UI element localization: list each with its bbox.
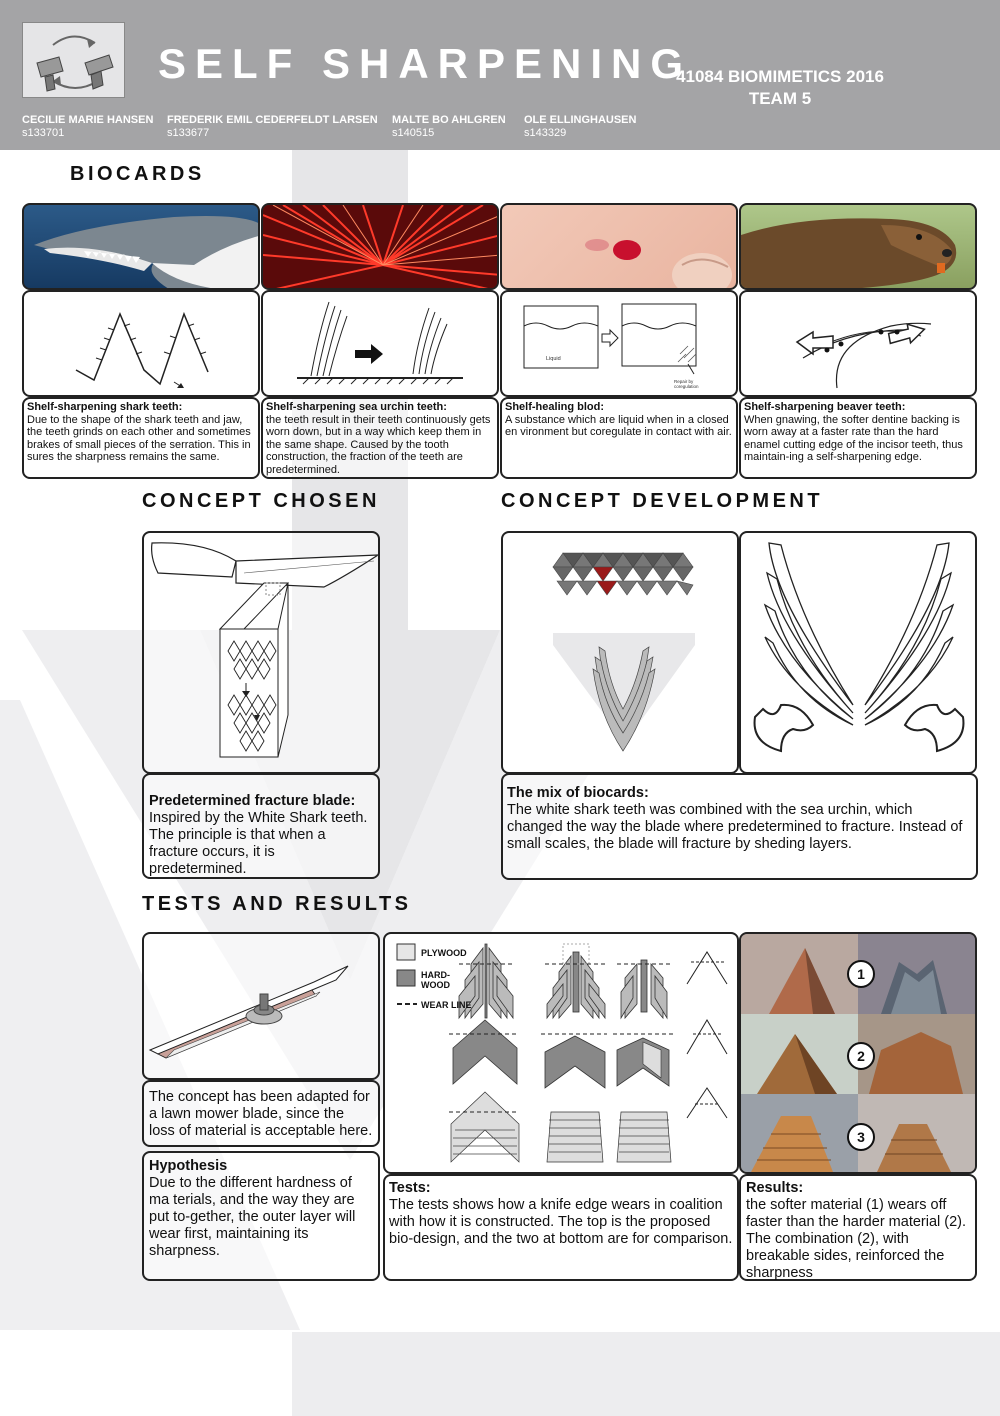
- biocard-title: Shelf-sharpening sea urchin teeth:: [266, 401, 447, 413]
- legend-hardwood-1: HARD-: [421, 970, 450, 980]
- member-id: s133677: [167, 127, 210, 139]
- legend-plywood: PLYWOOD: [421, 948, 467, 958]
- concept-chosen-body: Inspired by the White Shark teeth. The principle is that when a fracture occurs, it is predetermined.: [149, 810, 368, 877]
- hypothesis-box: [142, 1151, 380, 1281]
- tests-body: The tests shows how a knife edge wears in coalition with how it is constructed. The top is the proposed bio-design, and the two at bottom are for comparison.: [389, 1197, 733, 1247]
- biocard-blood-text: [500, 397, 738, 479]
- blood-diagram: [500, 290, 738, 397]
- biocard-text: the teeth result in their teeth continuously gets worn down, but in a way which keep them in the same shape. Caused by the tooth construction, the fraction of the teeth are predetermined.: [266, 413, 491, 476]
- member-name: FREDERIK EMIL CEDERFELDT LARSEN: [167, 114, 378, 126]
- repair-label-2: coregulation: [674, 384, 699, 389]
- member-1: [22, 114, 153, 140]
- repair-label: [674, 379, 699, 389]
- tests-text: [383, 1174, 739, 1281]
- biocard-title: Shelf-sharpening beaver teeth:: [744, 401, 906, 413]
- beaver-photo: [739, 203, 977, 290]
- member-3: [392, 114, 506, 140]
- member-2: [167, 114, 378, 140]
- member-name: CECILIE MARIE HANSEN: [22, 114, 154, 126]
- shark-photo: [22, 203, 260, 290]
- section-tests-results: TESTS AND RESULTS: [142, 893, 412, 915]
- sea-urchin-diagram: [261, 290, 499, 397]
- hypothesis-body: Due to the different hardness of ma terials, and the way they are put to-gether, the outer layer will wear first, maintaining its sharpness.: [149, 1175, 356, 1259]
- section-concept-chosen: CONCEPT CHOSEN: [142, 490, 380, 512]
- scale-layers-drawing: [501, 531, 739, 774]
- tests-title: Tests:: [389, 1180, 431, 1196]
- wear-tests-diagram: [383, 932, 739, 1174]
- lawn-mower-body: The concept has been adapted for a lawn mower blade, since the loss of material is acceptable here.: [149, 1089, 373, 1139]
- member-name: OLE ELLINGHAUSEN: [524, 114, 637, 126]
- section-concept-development: CONCEPT DEVELOPMENT: [501, 490, 824, 512]
- results-body: the softer material (1) wears off faster than the harder material (2). The combination (2), with breakable sides, reinforced the sharpness: [746, 1197, 967, 1281]
- legend-hardwood: [421, 970, 450, 990]
- legend-hardwood-2: WOOD: [421, 980, 450, 990]
- member-id: s140515: [392, 127, 435, 139]
- team-name: TEAM 5: [748, 89, 812, 108]
- sharpening-logo-icon: [23, 23, 126, 99]
- result-badge-1: 1: [847, 960, 875, 988]
- concept-chosen-title: Predetermined fracture blade:: [149, 793, 356, 809]
- concept-development-body: The white shark teeth was combined with the sea urchin, which changed the way the blade where predetermined to fracture. Instead of small scales, the blade will fracture by sheding layers.: [507, 802, 963, 852]
- lawn-mower-text: [142, 1080, 380, 1147]
- liquid-label: Liquid: [546, 356, 561, 362]
- concept-chosen-text: [142, 773, 380, 879]
- results-text: [739, 1174, 977, 1281]
- legend-wear-line: WEAR LINE: [421, 1000, 472, 1010]
- results-title: Results:: [746, 1180, 804, 1196]
- biocard-shark-text: [22, 397, 260, 479]
- course-name: 41084 BIOMIMETICS 2016: [676, 67, 884, 86]
- result-badge-2: 2: [847, 1042, 875, 1070]
- section-biocards: BIOCARDS: [70, 163, 205, 185]
- biocard-text: A substance which are liquid when in a closed en vironment but coregulate in contact with air.: [505, 413, 732, 439]
- biocard-title: Shelf-sharpening shark teeth:: [27, 401, 183, 413]
- biocard-text: When gnawing, the softer dentine backing is worn away at a faster rate than the hard enamel cutting edge of the incisor teeth, thus maintain-ing a self-sharpening edge.: [744, 413, 963, 464]
- blood-wound-photo: [500, 203, 738, 290]
- shark-teeth-diagram: [22, 290, 260, 397]
- hypothesis-title: Hypothesis: [149, 1158, 228, 1174]
- member-4: [524, 114, 636, 140]
- member-id: s133701: [22, 127, 65, 139]
- biocard-text: Due to the shape of the shark teeth and jaw, the teeth grinds on each other and sometimes brakes of small pieces of the serration. This in sures the sharpness remains the same.: [27, 413, 251, 464]
- member-name: MALTE BO AHLGREN: [392, 114, 506, 126]
- lawn-mower-blade-drawing: [142, 932, 380, 1080]
- biocard-beaver-text: [739, 397, 977, 479]
- results-photos: [739, 932, 977, 1174]
- result-badge-3: 3: [847, 1123, 875, 1151]
- feather-layers-drawing: [739, 531, 977, 774]
- biocard-title: Shelf-healing blod:: [505, 401, 604, 413]
- page-title: SELF SHARPENING: [158, 40, 693, 87]
- repair-label-1: Repair by: [674, 379, 694, 384]
- concept-development-text: [501, 773, 978, 880]
- course-info: [650, 66, 910, 110]
- knife-drawing: [142, 531, 380, 774]
- member-id: s143329: [524, 127, 567, 139]
- beaver-teeth-diagram: [739, 290, 977, 397]
- logo: [22, 22, 125, 98]
- concept-development-title: The mix of biocards:: [507, 785, 649, 801]
- biocard-urchin-text: [261, 397, 499, 479]
- sea-urchin-photo: [261, 203, 499, 290]
